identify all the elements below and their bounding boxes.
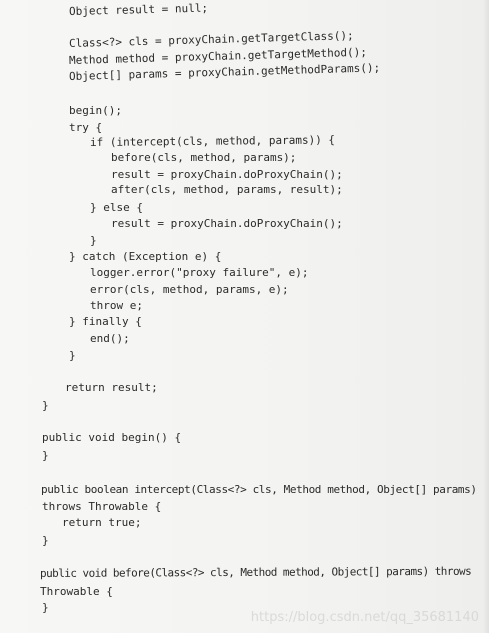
code-line: } else { xyxy=(90,201,143,214)
code-line: Class<?> cls = proxyChain.getTargetClass(); xyxy=(68,29,354,50)
code-line: result = proxyChain.doProxyChain(); xyxy=(111,217,343,230)
code-line: return true; xyxy=(62,516,142,529)
code-line: after(cls, method, params, result); xyxy=(111,183,343,196)
watermark: https://blog.csdn.net/qq_35681140 xyxy=(250,610,479,625)
page-edge-shadow xyxy=(483,0,489,633)
code-line: } xyxy=(69,349,76,362)
code-line: before(cls, method, params); xyxy=(111,151,297,164)
code-line: result = proxyChain.doProxyChain(); xyxy=(111,168,343,181)
code-line: } xyxy=(90,234,97,247)
code-line: throws Throwable { xyxy=(42,500,162,513)
code-line: error(cls, method, params, e); xyxy=(90,283,289,296)
code-line: end(); xyxy=(90,332,130,345)
code-line: Object[] params = proxyChain.getMethodParams(); xyxy=(68,61,381,83)
code-line: } xyxy=(42,449,49,462)
code-line: Method method = proxyChain.getTargetMethod(); xyxy=(68,45,368,67)
code-line: try { xyxy=(69,121,103,134)
code-line: } xyxy=(42,534,49,547)
code-line: Object result = null; xyxy=(68,1,209,18)
code-line: begin(); xyxy=(69,104,122,117)
code-line: throw e; xyxy=(90,299,143,312)
code-line: public void before(Class<?> cls, Method method, Object[] params) throws xyxy=(39,564,472,580)
code-line: public boolean intercept(Class<?> cls, Method method, Object[] params) xyxy=(41,483,477,496)
code-line: } catch (Exception e) { xyxy=(69,250,222,263)
code-line: } finally { xyxy=(69,315,142,328)
code-line: logger.error("proxy failure", e); xyxy=(90,266,309,279)
code-line: return result; xyxy=(65,381,158,394)
code-line: if (intercept(cls, method, params)) { xyxy=(89,133,336,149)
code-line: } xyxy=(42,399,49,412)
code-line: } xyxy=(42,601,49,614)
code-line: Throwable { xyxy=(40,585,113,598)
code-line: public void begin() { xyxy=(42,431,182,444)
